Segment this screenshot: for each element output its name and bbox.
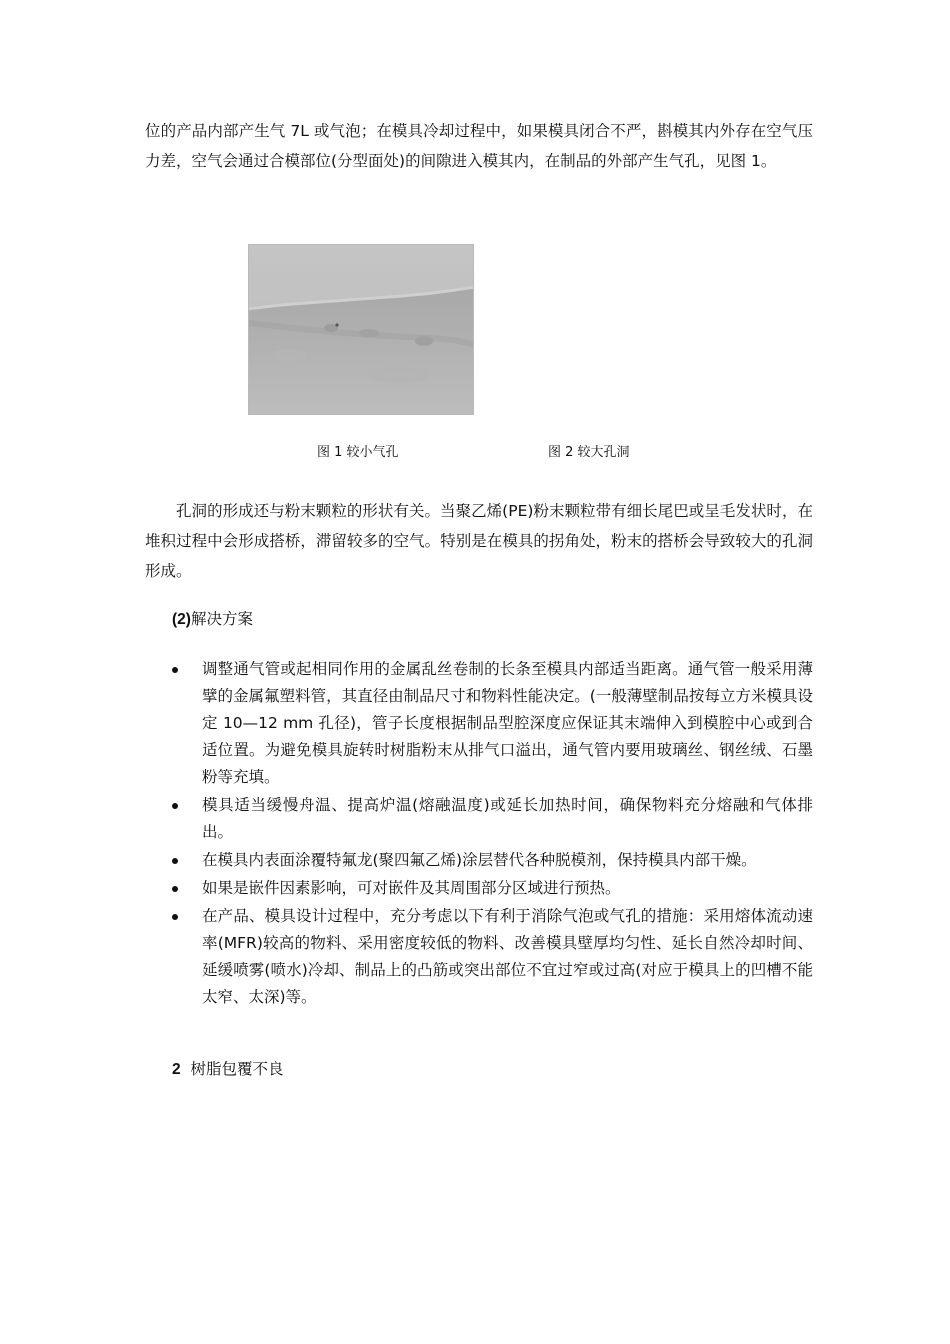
solution-list (172, 656, 813, 1012)
small-pores-photo-image (249, 245, 474, 415)
bullet-icon (172, 858, 178, 864)
list-item: 模具适当缓慢舟温、提高炉温(熔融温度)或延长加热时间，确保物料充分熔融和气体排出。 (172, 792, 813, 846)
list-item: 在模具内表面涂覆特氟龙(聚四氟乙烯)涂层替代各种脱模剂，保持模具内部干燥。 (172, 847, 813, 874)
figure-2-caption: 图 2 较大孔洞 (548, 445, 630, 460)
figure-1-caption: 图 1 较小气孔 (317, 445, 399, 460)
section-2-number: 2 (172, 1061, 181, 1078)
solution-heading (172, 604, 253, 635)
intro-paragraph: 位的产品内部产生气 7L 或气泡；在模具冷却过程中，如果模具闭合不严，斟模其内外存在空气压力差，空气会通过合模部位(分型面处)的间隙进入模其内，在制品的外部产生气孔，见图 1。 (145, 122, 813, 170)
bullet-icon (172, 914, 178, 920)
bullet-icon (172, 667, 178, 673)
list-item: 调整通气管或起相同作用的金属乱丝卷制的长条至模具内部适当距离。通气管一般采用薄擘的金属氟塑料管，其直径由制品尺寸和物料性能决定。(一般薄壁制品按每立方米模具设定 10—12 mm 孔径)，管子长度根据制品型腔深度应保证其末端伸入到模腔中心或到合适位置。为避免模具旋转时树脂粉末从排气口溢出，通气管内要用玻璃丝、钢丝绒、石墨粉等充填。 (172, 656, 813, 791)
solution-heading-text: 解决方案 (190, 610, 253, 628)
cause-paragraph: 孔洞的形成还与粉末颗粒的形状有关。当聚乙烯(PE)粉末颗粒带有细长尾巴或呈毛发状时，在堆积过程中会形成搭桥，滞留较多的空气。特别是在模具的拐角处，粉末的搭桥会导致较大的孔洞形成。 (145, 502, 813, 580)
figure-1-photo (248, 244, 474, 415)
bullet-icon (172, 886, 178, 892)
bullet-icon (172, 803, 178, 809)
list-item: 在产品、模具设计过程中，充分考虑以下有利于消除气泡或气孔的措施：采用熔体流动速率(MFR)较高的物料、采用密度较低的物料、改善模具壁厚均匀性、延长自然冷却时间、延缓喷雾(喷水)冷却、制品上的凸筋或突出部位不宜过窄或过高(对应于模具上的凹槽不能太窄、太深)等。 (172, 903, 813, 1011)
section-2-title: 树脂包覆不良 (190, 1060, 284, 1078)
solution-heading-number: (2) (172, 611, 191, 628)
section-2-heading (172, 1054, 284, 1085)
list-item: 如果是嵌件因素影响，可对嵌件及其周围部分区域进行预热。 (172, 875, 813, 902)
